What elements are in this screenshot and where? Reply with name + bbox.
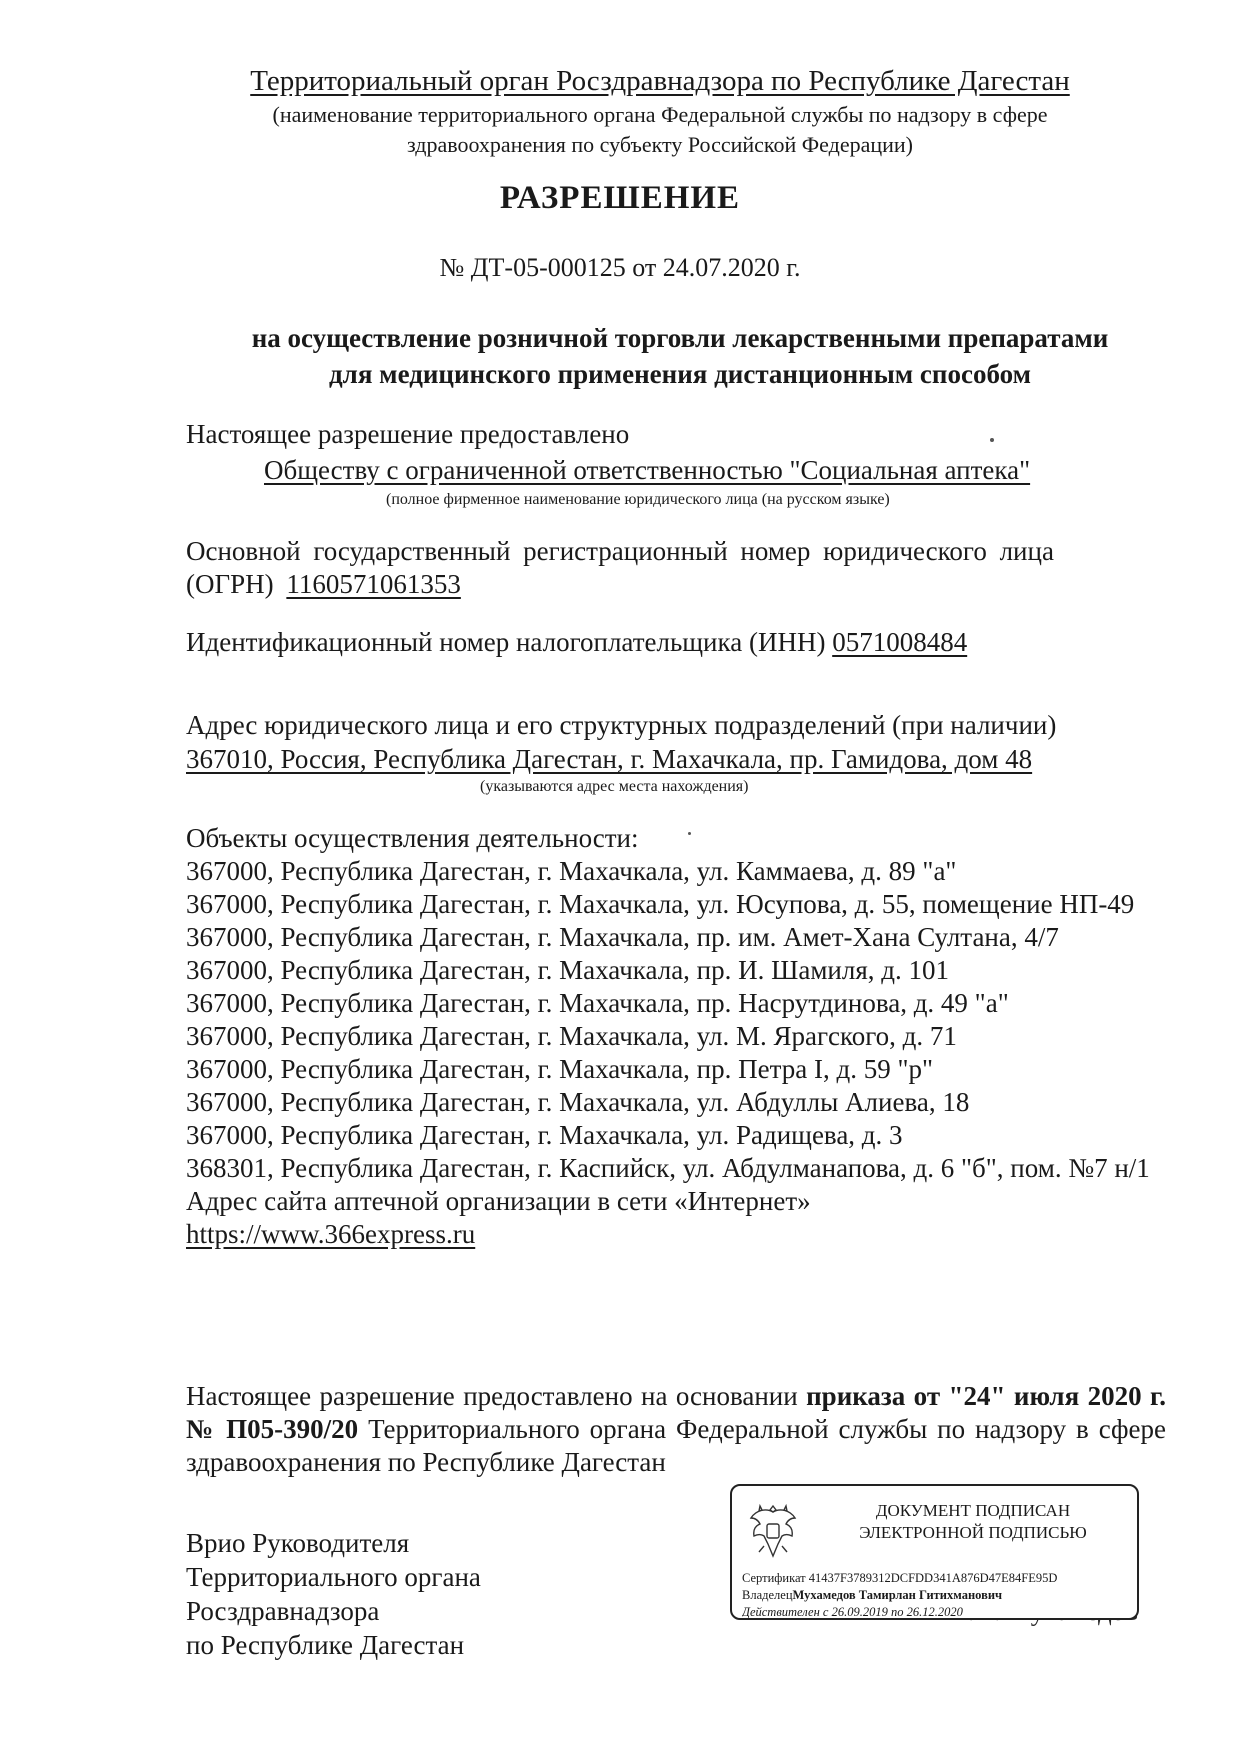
electronic-signature-stamp <box>730 1484 1139 1620</box>
document-number: № ДТ-05-000125 от 24.07.2020 г. <box>439 253 801 282</box>
stamp-heading <box>818 1500 1128 1544</box>
caption-line-1: (наименование территориального органа Федеральной службы по надзору в сфере <box>272 102 1048 127</box>
address-block <box>186 743 1166 776</box>
website-label: Адрес сайта аптечной организации в сети «Интернет» <box>186 1186 811 1216</box>
russian-coat-of-arms-icon <box>746 1500 800 1562</box>
stamp-details <box>742 1570 1137 1621</box>
validity-line <box>742 1604 1137 1621</box>
address-value: 367010, Россия, Республика Дагестан, г. Махачкала, пр. Гамидова, дом 48 <box>186 744 1033 774</box>
ogrn-block <box>186 535 1166 601</box>
basis-text-end: Территориального органа Федеральной службы по надзору в сфере здравоохранения по Республике Дагестан <box>186 1414 1166 1477</box>
signer-line-4: по Республике Дагестан <box>186 1630 465 1660</box>
owner-value: Мухамедов Тамирлан Гитихманович <box>792 1588 1003 1602</box>
signer-line-1: Врио Руководителя <box>186 1528 410 1558</box>
certificate-value: 41437F3789312DCFDD341A876D47E84FE95D <box>808 1571 1058 1585</box>
organization-name: Обществу с ограниченной ответственностью "Социальная аптека" <box>264 455 1031 485</box>
granted-organization <box>264 454 1104 487</box>
object-address: 368301, Республика Дагестан, г. Каспийск, ул. Абдулманапова, д. 6 "б", пом. №7 н/1 <box>186 1153 1150 1183</box>
objects-label: Объекты осуществления деятельности: <box>186 823 639 853</box>
validity-label: Действителен <box>742 1605 820 1619</box>
caption-line-2: здравоохранения по субъекту Российской Федерации) <box>406 132 914 157</box>
address-caption: (указываются адрес места нахождения) <box>480 778 749 795</box>
ogrn-prefix: (ОГРН) <box>186 569 274 599</box>
object-address: 367000, Республика Дагестан, г. Махачкала, пр. Насрутдинова, д. 49 "а" <box>186 988 1009 1018</box>
permit-subject <box>200 320 1160 392</box>
validity-value: с 26.09.2019 по 26.12.2020 <box>822 1605 963 1619</box>
permit-basis <box>186 1380 1166 1479</box>
object-address: 367000, Республика Дагестан, г. Махачкала, ул. Абдуллы Алиева, 18 <box>186 1087 970 1117</box>
subject-line-1: на осуществление розничной торговли лекарственными препаратами <box>251 323 1109 353</box>
subject-line-2: для медицинского применения дистанционным способом <box>329 359 1031 389</box>
object-address: 367000, Республика Дагестан, г. Махачкала, ул. Юсупова, д. 55, помещение НП-49 <box>186 889 1135 919</box>
ogrn-label: Основной государственный регистрационный номер юридического лица <box>186 536 1054 566</box>
issuing-authority-caption <box>190 100 1130 160</box>
object-address: 367000, Республика Дагестан, г. Махачкала, ул. М. Ярагского, д. 71 <box>186 1021 957 1051</box>
certificate-label: Сертификат <box>742 1571 806 1585</box>
basis-text-start: Настоящее разрешение предоставлено на основании <box>186 1381 807 1411</box>
signer-line-3: Росздравнадзора <box>186 1596 380 1626</box>
issuing-authority <box>190 64 1130 98</box>
issuing-authority-name: Территориальный орган Росздравнадзора по Республике Дагестан <box>250 65 1070 97</box>
scan-speck <box>688 832 691 835</box>
inn-block <box>186 626 1166 659</box>
certificate-line <box>742 1570 1137 1587</box>
inn-label: Идентификационный номер налогоплательщика (ИНН) <box>186 627 826 657</box>
ogrn-value: 1160571061353 <box>286 569 461 599</box>
document-title: РАЗРЕШЕНИЕ <box>499 180 741 216</box>
stamp-heading-line-1: ДОКУМЕНТ ПОДПИСАН <box>875 1501 1071 1520</box>
object-address: 367000, Республика Дагестан, г. Махачкала, пр. И. Шамиля, д. 101 <box>186 955 950 985</box>
scan-speck <box>990 438 994 442</box>
activity-objects <box>186 822 1166 1251</box>
inn-value: 0571008484 <box>832 627 968 657</box>
basis-order: приказа от "24" июля 2020 г. № П05-390/20 <box>186 1381 1166 1444</box>
owner-line <box>742 1587 1137 1604</box>
signer-line-2: Территориального органа <box>186 1562 481 1592</box>
object-address: 367000, Республика Дагестан, г. Махачкала, пр. Петра I, д. 59 "р" <box>186 1054 933 1084</box>
object-address: 367000, Республика Дагестан, г. Махачкала, ул. Радищева, д. 3 <box>186 1120 903 1150</box>
address-label: Адрес юридического лица и его структурных подразделений (при наличии) <box>186 710 1057 740</box>
website-link[interactable]: https://www.366express.ru <box>186 1219 476 1249</box>
object-address: 367000, Республика Дагестан, г. Махачкала, ул. Каммаева, д. 89 "а" <box>186 856 957 886</box>
object-address: 367000, Республика Дагестан, г. Махачкала, пр. им. Амет-Хана Султана, 4/7 <box>186 922 1059 952</box>
stamp-heading-line-2: ЭЛЕКТРОННОЙ ПОДПИСЬЮ <box>859 1523 1087 1542</box>
organization-name-caption: (полное фирменное наименование юридического лица (на русском языке) <box>386 491 890 508</box>
granted-label: Настоящее разрешение предоставлено <box>186 419 630 449</box>
owner-label: Владелец <box>742 1588 793 1602</box>
